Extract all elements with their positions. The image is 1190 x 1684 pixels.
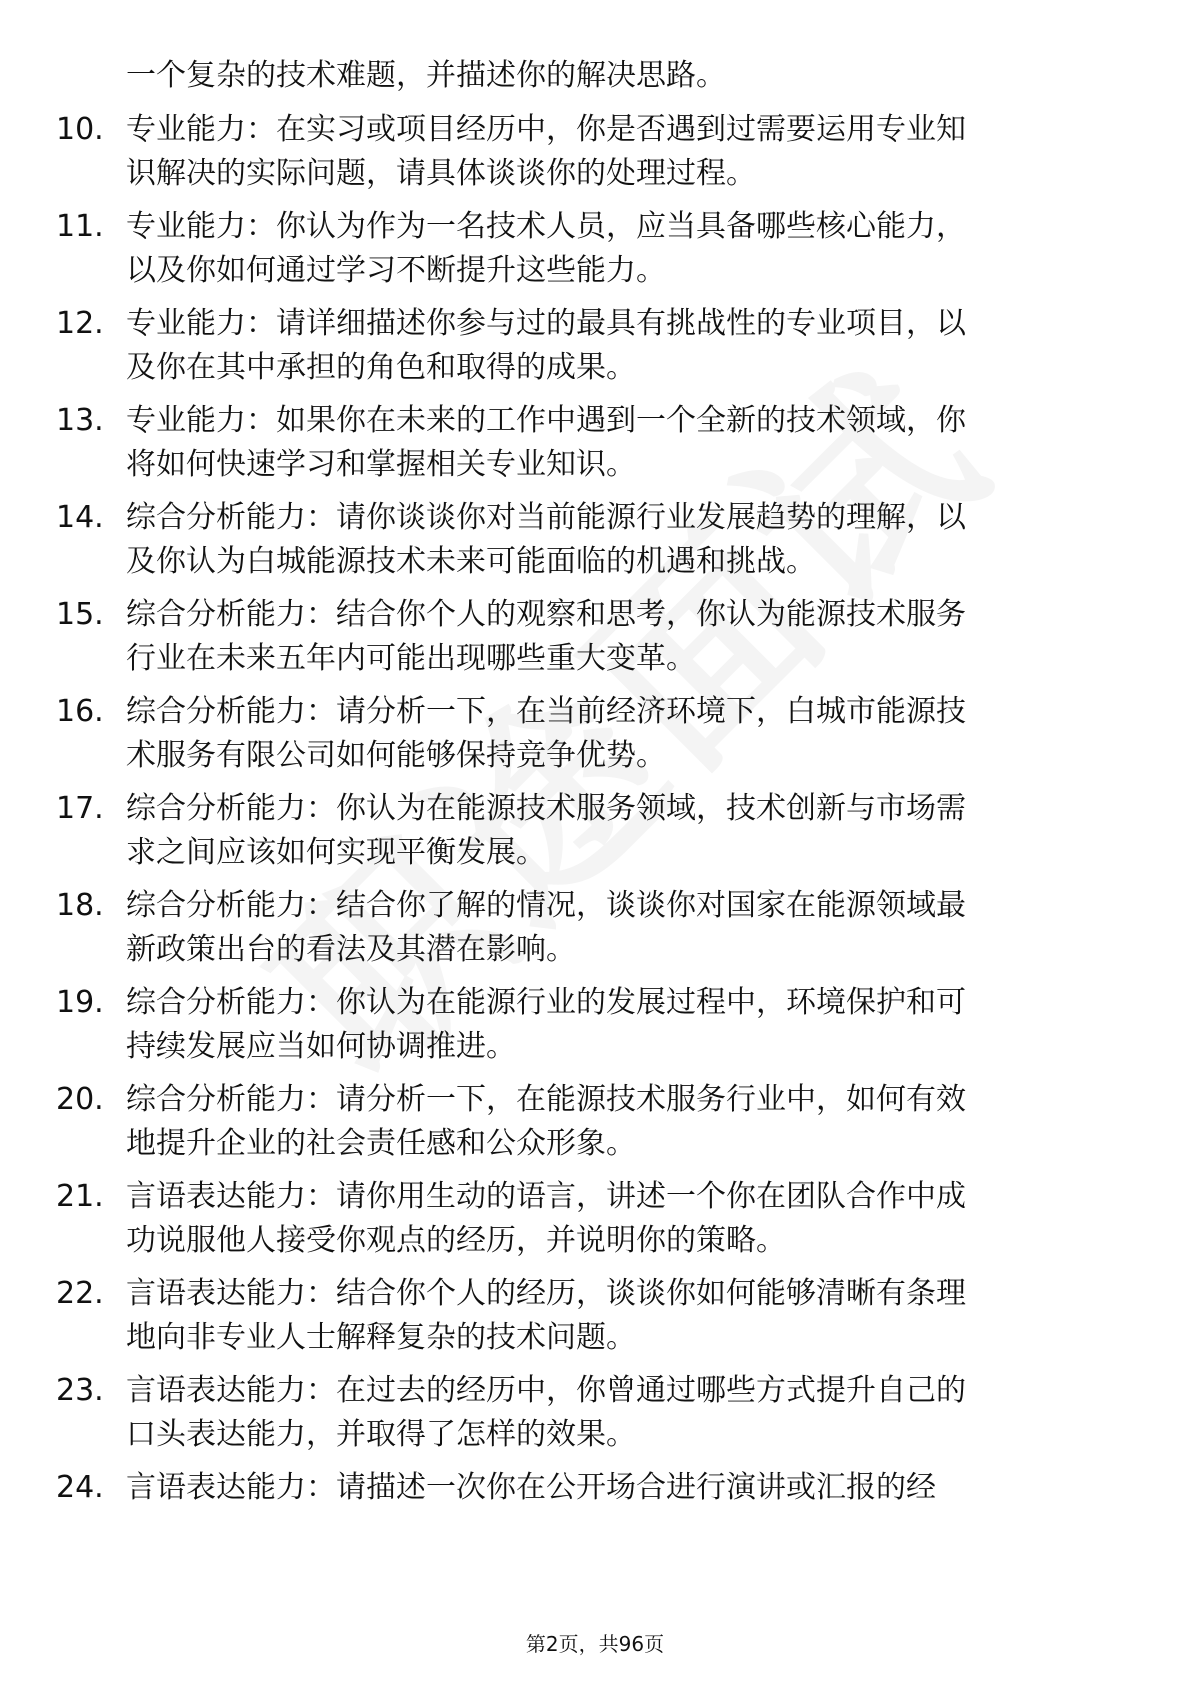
question-line: 识解决的实际问题，请具体谈谈你的处理过程。 (126, 156, 756, 191)
question-line: 综合分析能力：结合你了解的情况，谈谈你对国家在能源领域最 (126, 888, 966, 923)
question-text (126, 399, 1126, 487)
question-text (126, 981, 1126, 1069)
question-text (126, 1078, 1126, 1166)
question-text (126, 884, 1126, 972)
question-number: 15. (56, 597, 104, 632)
question-line: 地提升企业的社会责任感和公众形象。 (126, 1126, 636, 1161)
question-line: 言语表达能力：结合你个人的经历，谈谈你如何能够清晰有条理 (126, 1276, 966, 1311)
question-number: 21. (56, 1179, 104, 1214)
question-line: 新政策出台的看法及其潜在影响。 (126, 932, 576, 967)
page-footer: 第2页，共96页 (525, 1632, 665, 1656)
question-line: 言语表达能力：请你用生动的语言，讲述一个你在团队合作中成 (126, 1179, 966, 1214)
question-line: 将如何快速学习和掌握相关专业知识。 (126, 447, 636, 482)
question-number: 17. (56, 791, 104, 826)
question-line: 专业能力：在实习或项目经历中，你是否遇到过需要运用专业知 (126, 112, 966, 147)
question-line: 言语表达能力：在过去的经历中，你曾通过哪些方式提升自己的 (126, 1373, 966, 1408)
question-line: 综合分析能力：请分析一下，在当前经济环境下，白城市能源技 (126, 694, 966, 729)
question-text (126, 108, 1126, 196)
question-number: 16. (56, 694, 104, 729)
question-text (126, 205, 1126, 293)
question-line: 综合分析能力：你认为在能源技术服务领域，技术创新与市场需 (126, 791, 966, 826)
question-line: 专业能力：你认为作为一名技术人员，应当具备哪些核心能力， (126, 209, 966, 244)
question-number: 19. (56, 985, 104, 1020)
question-number: 10. (56, 112, 104, 147)
question-number: 14. (56, 500, 104, 535)
question-line: 持续发展应当如何协调推进。 (126, 1029, 516, 1064)
question-line: 功说服他人接受你观点的经历，并说明你的策略。 (126, 1223, 786, 1258)
question-text (126, 787, 1126, 875)
question-line: 专业能力：如果你在未来的工作中遇到一个全新的技术领域，你 (126, 403, 966, 438)
question-line: 综合分析能力：结合你个人的观察和思考，你认为能源技术服务 (126, 597, 966, 632)
question-line: 综合分析能力：请你谈谈你对当前能源行业发展趋势的理解，以 (126, 500, 966, 535)
question-text (126, 593, 1126, 681)
question-line: 地向非专业人士解释复杂的技术问题。 (126, 1320, 636, 1355)
question-text (126, 1272, 1126, 1360)
question-text (126, 496, 1126, 584)
question-number: 24. (56, 1470, 104, 1505)
question-line: 言语表达能力：请描述一次你在公开场合进行演讲或汇报的经 (126, 1470, 936, 1505)
question-line: 求之间应该如何实现平衡发展。 (126, 835, 546, 870)
question-text (126, 690, 1126, 778)
question-number: 18. (56, 888, 104, 923)
question-text (126, 302, 1126, 390)
question-number: 11. (56, 209, 104, 244)
question-line: 专业能力：请详细描述你参与过的最具有挑战性的专业项目，以 (126, 306, 966, 341)
question-line: 及你在其中承担的角色和取得的成果。 (126, 350, 636, 385)
question-text (126, 1466, 1126, 1510)
question-line: 术服务有限公司如何能够保持竞争优势。 (126, 738, 666, 773)
question-number: 12. (56, 306, 104, 341)
question-line: 口头表达能力，并取得了怎样的效果。 (126, 1417, 636, 1452)
question-line: 行业在未来五年内可能出现哪些重大变革。 (126, 641, 696, 676)
question-text (126, 1175, 1126, 1263)
question-line: 综合分析能力：请分析一下，在能源技术服务行业中，如何有效 (126, 1082, 966, 1117)
question-number: 20. (56, 1082, 104, 1117)
question-line: 综合分析能力：你认为在能源行业的发展过程中，环境保护和可 (126, 985, 966, 1020)
question-line: 以及你如何通过学习不断提升这些能力。 (126, 253, 666, 288)
question-text (126, 1369, 1126, 1457)
question-number: 22. (56, 1276, 104, 1311)
question-line: 及你认为白城能源技术未来可能面临的机遇和挑战。 (126, 544, 816, 579)
question-number: 13. (56, 403, 104, 438)
continuation-text: 一个复杂的技术难题，并描述你的解决思路。 (126, 58, 726, 93)
question-number: 23. (56, 1373, 104, 1408)
